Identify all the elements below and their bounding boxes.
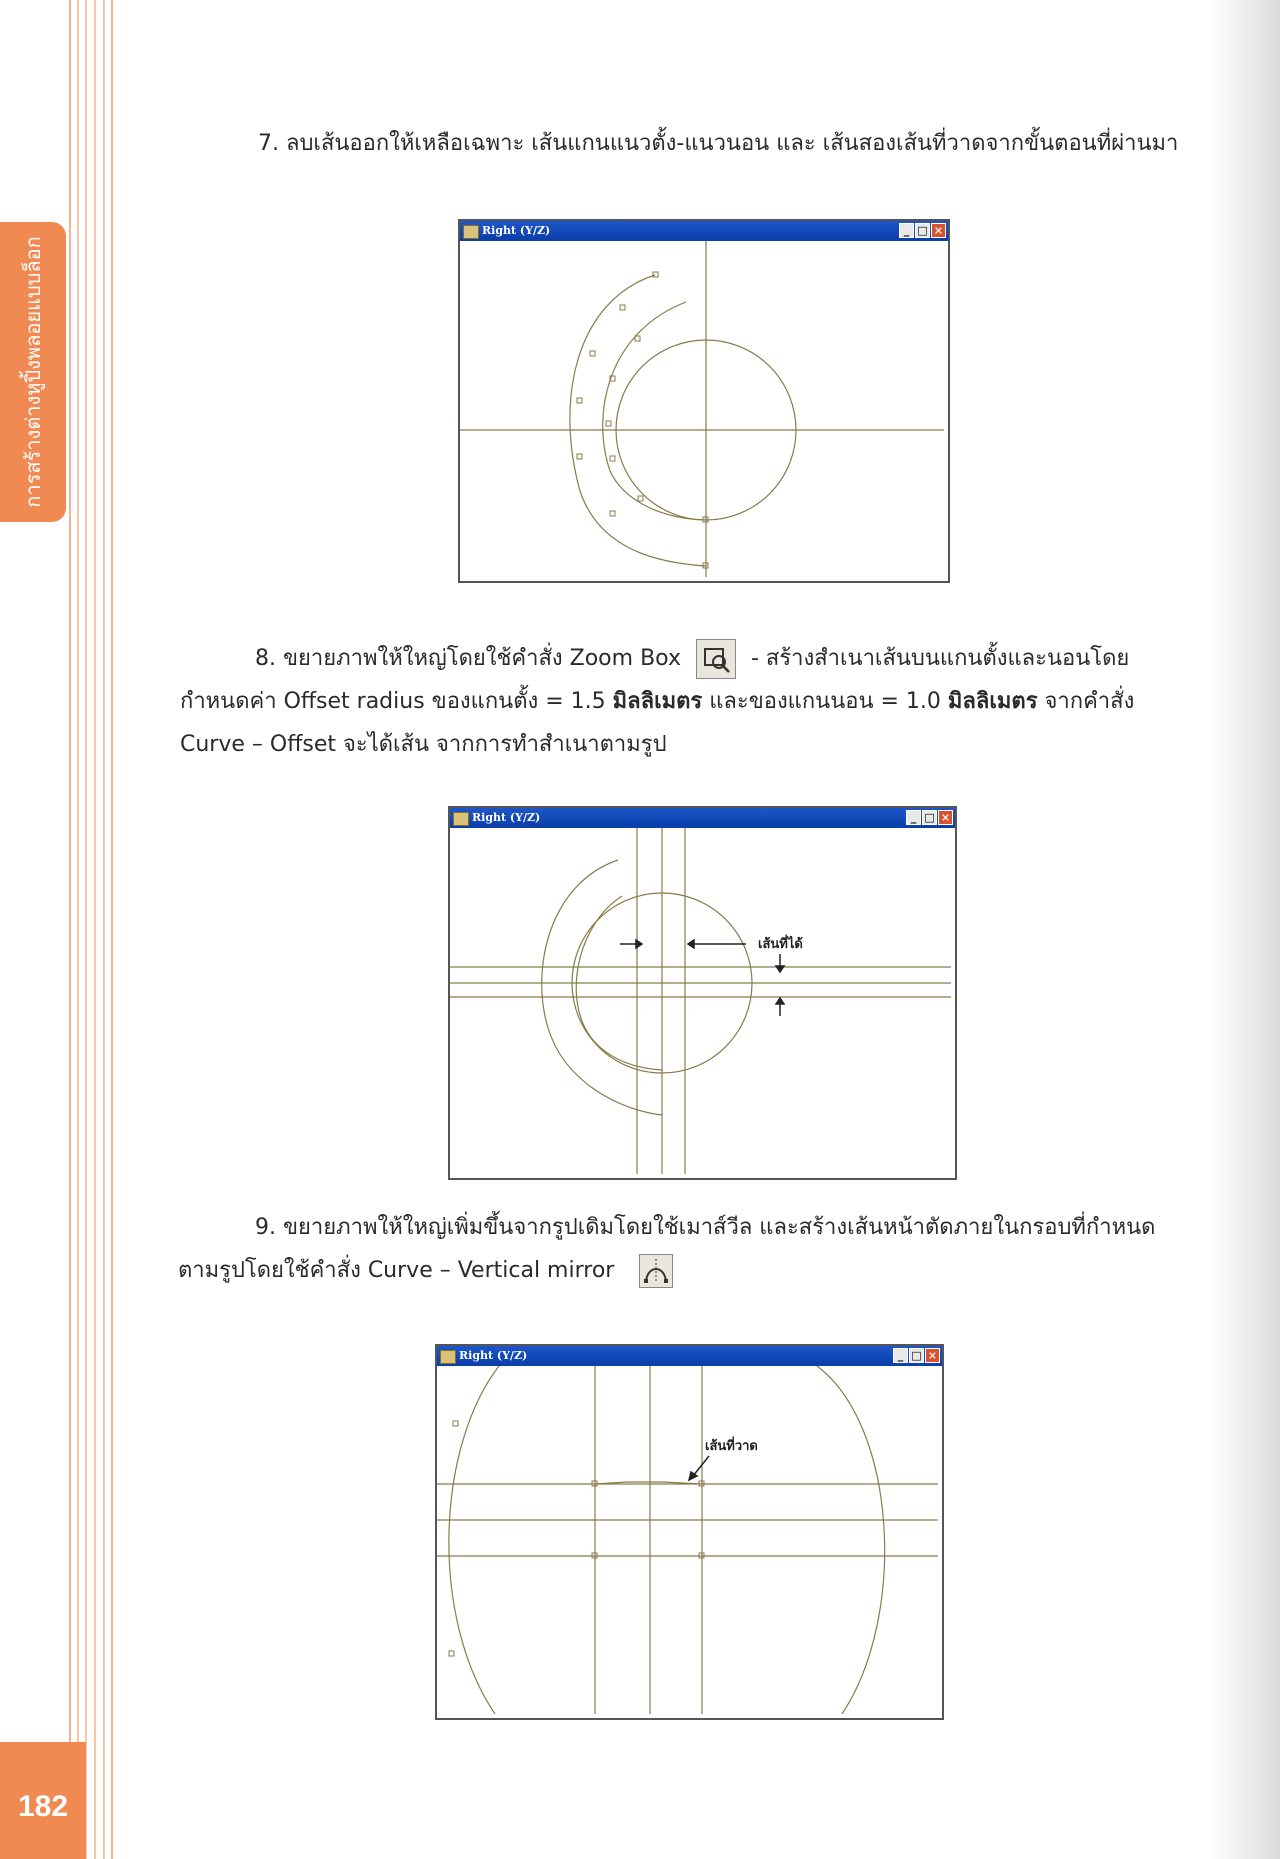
viewport-right-3[interactable] <box>435 1344 944 1720</box>
step-8-line-1 <box>255 637 1129 680</box>
minimize-button[interactable]: _ <box>906 810 921 825</box>
step-9-line-2 <box>178 1249 673 1292</box>
maximize-button[interactable]: □ <box>909 1348 924 1363</box>
zoom-box-icon <box>696 639 736 679</box>
step-9-text-b: ตามรูปโดยใช้คำสั่ง Curve – Vertical mirror <box>178 1258 615 1283</box>
viewport-title: Right (Y/Z) <box>482 224 551 237</box>
step-7-text: 7. ลบเส้นออกให้เหลือเฉพาะ เส้นแกนแนวตั้ง-แนวนอน และ เส้นสองเส้นที่วาดจากขั้นตอนที่ผ่านมา <box>258 131 1179 156</box>
page-number: 182 <box>17 1790 69 1823</box>
maximize-button[interactable]: □ <box>922 810 937 825</box>
viewport-title-bar <box>437 1346 942 1366</box>
viewport-title: Right (Y/Z) <box>472 811 541 824</box>
step-9-line-1: 9. ขยายภาพให้ใหญ่เพิ่มขึ้นจากรูปเดิมโดยใช้เมาส์วีล และสร้างเส้นหน้าตัดภายในกรอบที่กำหนด <box>255 1215 1156 1240</box>
step-8-unit-2: มิลลิเมตร <box>947 689 1038 714</box>
viewport-right-2[interactable] <box>448 806 957 1180</box>
viewport-canvas[interactable] <box>437 1366 938 1714</box>
step-8-text-d: และของแกนนอน = 1.0 <box>702 689 948 714</box>
step-8-line-3: Curve – Offset จะได้เส้น จากการทำสำเนาตามรูป <box>180 732 667 757</box>
offset-line-label: เส้นที่ได้ <box>758 937 803 952</box>
step-8-text-a: 8. ขยายภาพให้ใหญ่โดยใช้คำสั่ง Zoom Box <box>255 646 681 671</box>
step-8-text-b: - สร้างสำเนาเส้นบนแกนตั้งและนอนโดย <box>750 646 1130 671</box>
maximize-button[interactable]: □ <box>915 223 930 238</box>
app-icon <box>453 812 469 826</box>
step-8-text-e: จากคำสั่ง <box>1037 689 1135 714</box>
app-icon <box>440 1350 456 1364</box>
viewport-title-bar <box>460 221 948 241</box>
minimize-button[interactable]: _ <box>899 223 914 238</box>
viewport-canvas[interactable] <box>450 828 951 1174</box>
close-button[interactable]: × <box>938 810 953 825</box>
viewport-canvas[interactable] <box>460 241 944 577</box>
step-8-line-2 <box>180 680 1134 723</box>
step-8-text-c: กำหนดค่า Offset radius ของแกนตั้ง = 1.5 <box>180 689 613 714</box>
minimize-button[interactable]: _ <box>893 1348 908 1363</box>
chapter-title: การสร้างต่างหูปิ้งพลอยแบบล็อก <box>21 236 45 508</box>
step-8-unit-1: มิลลิเมตร <box>612 689 703 714</box>
close-button[interactable]: × <box>925 1348 940 1363</box>
page-edge-shadow <box>1210 0 1280 1859</box>
close-button[interactable]: × <box>931 223 946 238</box>
drawn-line-label: เส้นที่วาด <box>705 1439 758 1454</box>
vertical-mirror-icon <box>639 1254 673 1288</box>
viewport-title-bar <box>450 808 955 828</box>
viewport-right-1[interactable] <box>458 219 950 583</box>
viewport-title: Right (Y/Z) <box>459 1349 528 1362</box>
app-icon <box>463 225 479 239</box>
